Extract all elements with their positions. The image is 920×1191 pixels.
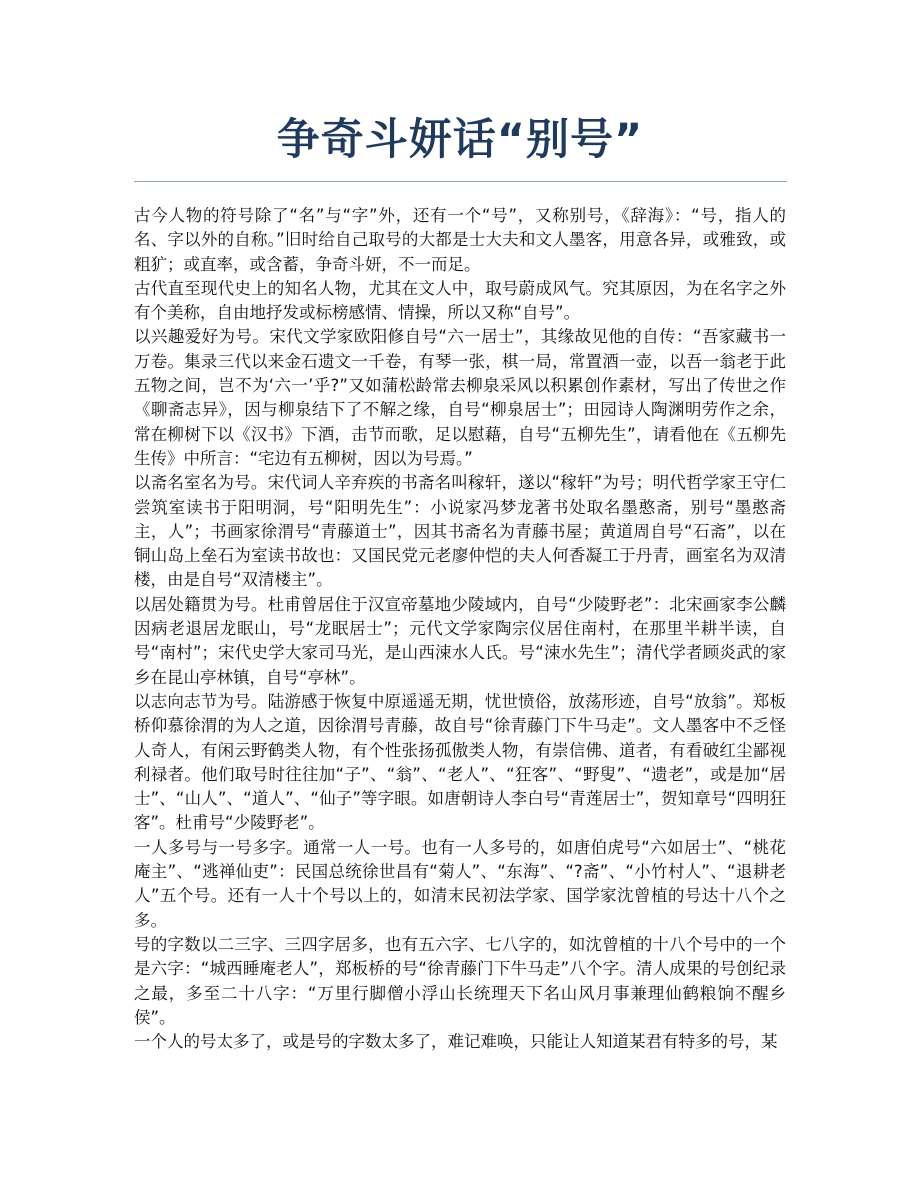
paragraph: 以兴趣爱好为号。宋代文学家欧阳修自号“六一居士”，其缘故见他的自传：“吾家藏书一万卷。集录三代以来金石遗文一千卷，有琴一张，棋一局，常置酒一壶，以吾一翁老于此五物之间，岂不为‘六一’乎?”又如蒲松龄常去柳泉采风以积累创作素材，写出了传世之作《聊斋志异》，因与柳泉结下了不解之缘，自号“柳泉居士”；田园诗人陶渊明劳作之余，常在柳树下以《汉书》下酒，击节而歌，足以慰藉，自号“五柳先生”，请看他在《五柳先生传》中所言：“宅边有五柳树，因以为号焉。” — [134, 327, 786, 468]
paragraph: 一人多号与一号多字。通常一人一号。也有一人多号的，如唐伯虎号“六如居士”、“桃花庵主”、“逃禅仙吏”：民国总统徐世昌有“菊人”、“东海”、“?斋”、“小竹村人”、“退耕老人”五个号。还有一人十个号以上的，如清末民初法学家、国学家沈曾植的号达十八个之多。 — [134, 837, 786, 930]
title-divider — [134, 181, 787, 182]
document-title: 争奇斗妍话“别号” — [276, 115, 644, 165]
document-body — [134, 204, 786, 1054]
paragraph: 号的字数以二三字、三四字居多，也有五六字、七八字的，如沈曾植的十八个号中的一个是六字：“城西睡庵老人”，郑板桥的号“徐青藤门下牛马走”八个字。清人成果的号创纪录之最，多至二十八字：“万里行脚僧小浮山长统理天下名山风月事兼理仙鹤粮饷不醒乡侯”。 — [134, 934, 786, 1027]
paragraph: 以斋名室名为号。宋代词人辛弃疾的书斋名叫稼轩，遂以“稼轩”为号；明代哲学家王守仁尝筑室读书于阳明洞，号“阳明先生”：小说家冯梦龙著书处取名墨憨斋，别号“墨憨斋主，人”；书画家徐渭号“青藤道士”，因其书斋名为青藤书屋；黄道周自号“石斋”，以在铜山岛上垒石为室读书故也：又国民党元老廖仲恺的夫人何香凝工于丹青，画室名为双清楼，由是自号“双清楼主”。 — [134, 473, 786, 590]
paragraph: 古代直至现代史上的知名人物，尤其在文人中，取号蔚成风气。究其原因，为在名字之外有个美称，自由地抒发或标榜感情、情操，所以又称“自号”。 — [134, 278, 786, 323]
paragraph: 一个人的号太多了，或是号的字数太多了，难记难唤，只能让人知道某君有特多的号，某 — [134, 1032, 778, 1052]
paragraph: 以志向志节为号。陆游感于恢复中原遥遥无期，忧世愤俗，放荡形迹，自号“放翁”。郑板桥仰慕徐渭的为人之道，因徐渭号青藤，故自号“徐青藤门下牛马走”。文人墨客中不乏怪人奇人，有闲云野鹤类人物，有个性张扬孤傲类人物，有崇信佛、道者，有看破红尘鄙视利禄者。他们取号时往往加“子”、“翁”、“老人”、“狂客”、“野叟”、“遗老”，或是加“居士”、“山人”、“道人”、“仙子”等字眼。如唐朝诗人李白号“青莲居士”，贺知章号“四明狂客”。杜甫号“少陵野老”。 — [134, 691, 786, 833]
paragraph: 古今人物的符号除了“名”与“字”外，还有一个“号”，又称别号，《辞海》：“号，指人的名、字以外的自称。”旧时给自己取号的大都是士大夫和文人墨客，用意各异，或雅致，或粗犷；或直率，或含蓄，争奇斗妍，不一而足。 — [134, 206, 786, 274]
paragraph: 以居处籍贯为号。杜甫曾居住于汉宣帝墓地少陵域内，自号“少陵野老”：北宋画家李公麟因病老退居龙眠山，号“龙眠居士”；元代文学家陶宗仪居住南村，在那里半耕半读，自号“南村”；宋代史学大家司马光，是山西涑水人氏。号“涑水先生”；清代学者顾炎武的家乡在昆山亭林镇，自号“亭林”。 — [134, 594, 786, 687]
